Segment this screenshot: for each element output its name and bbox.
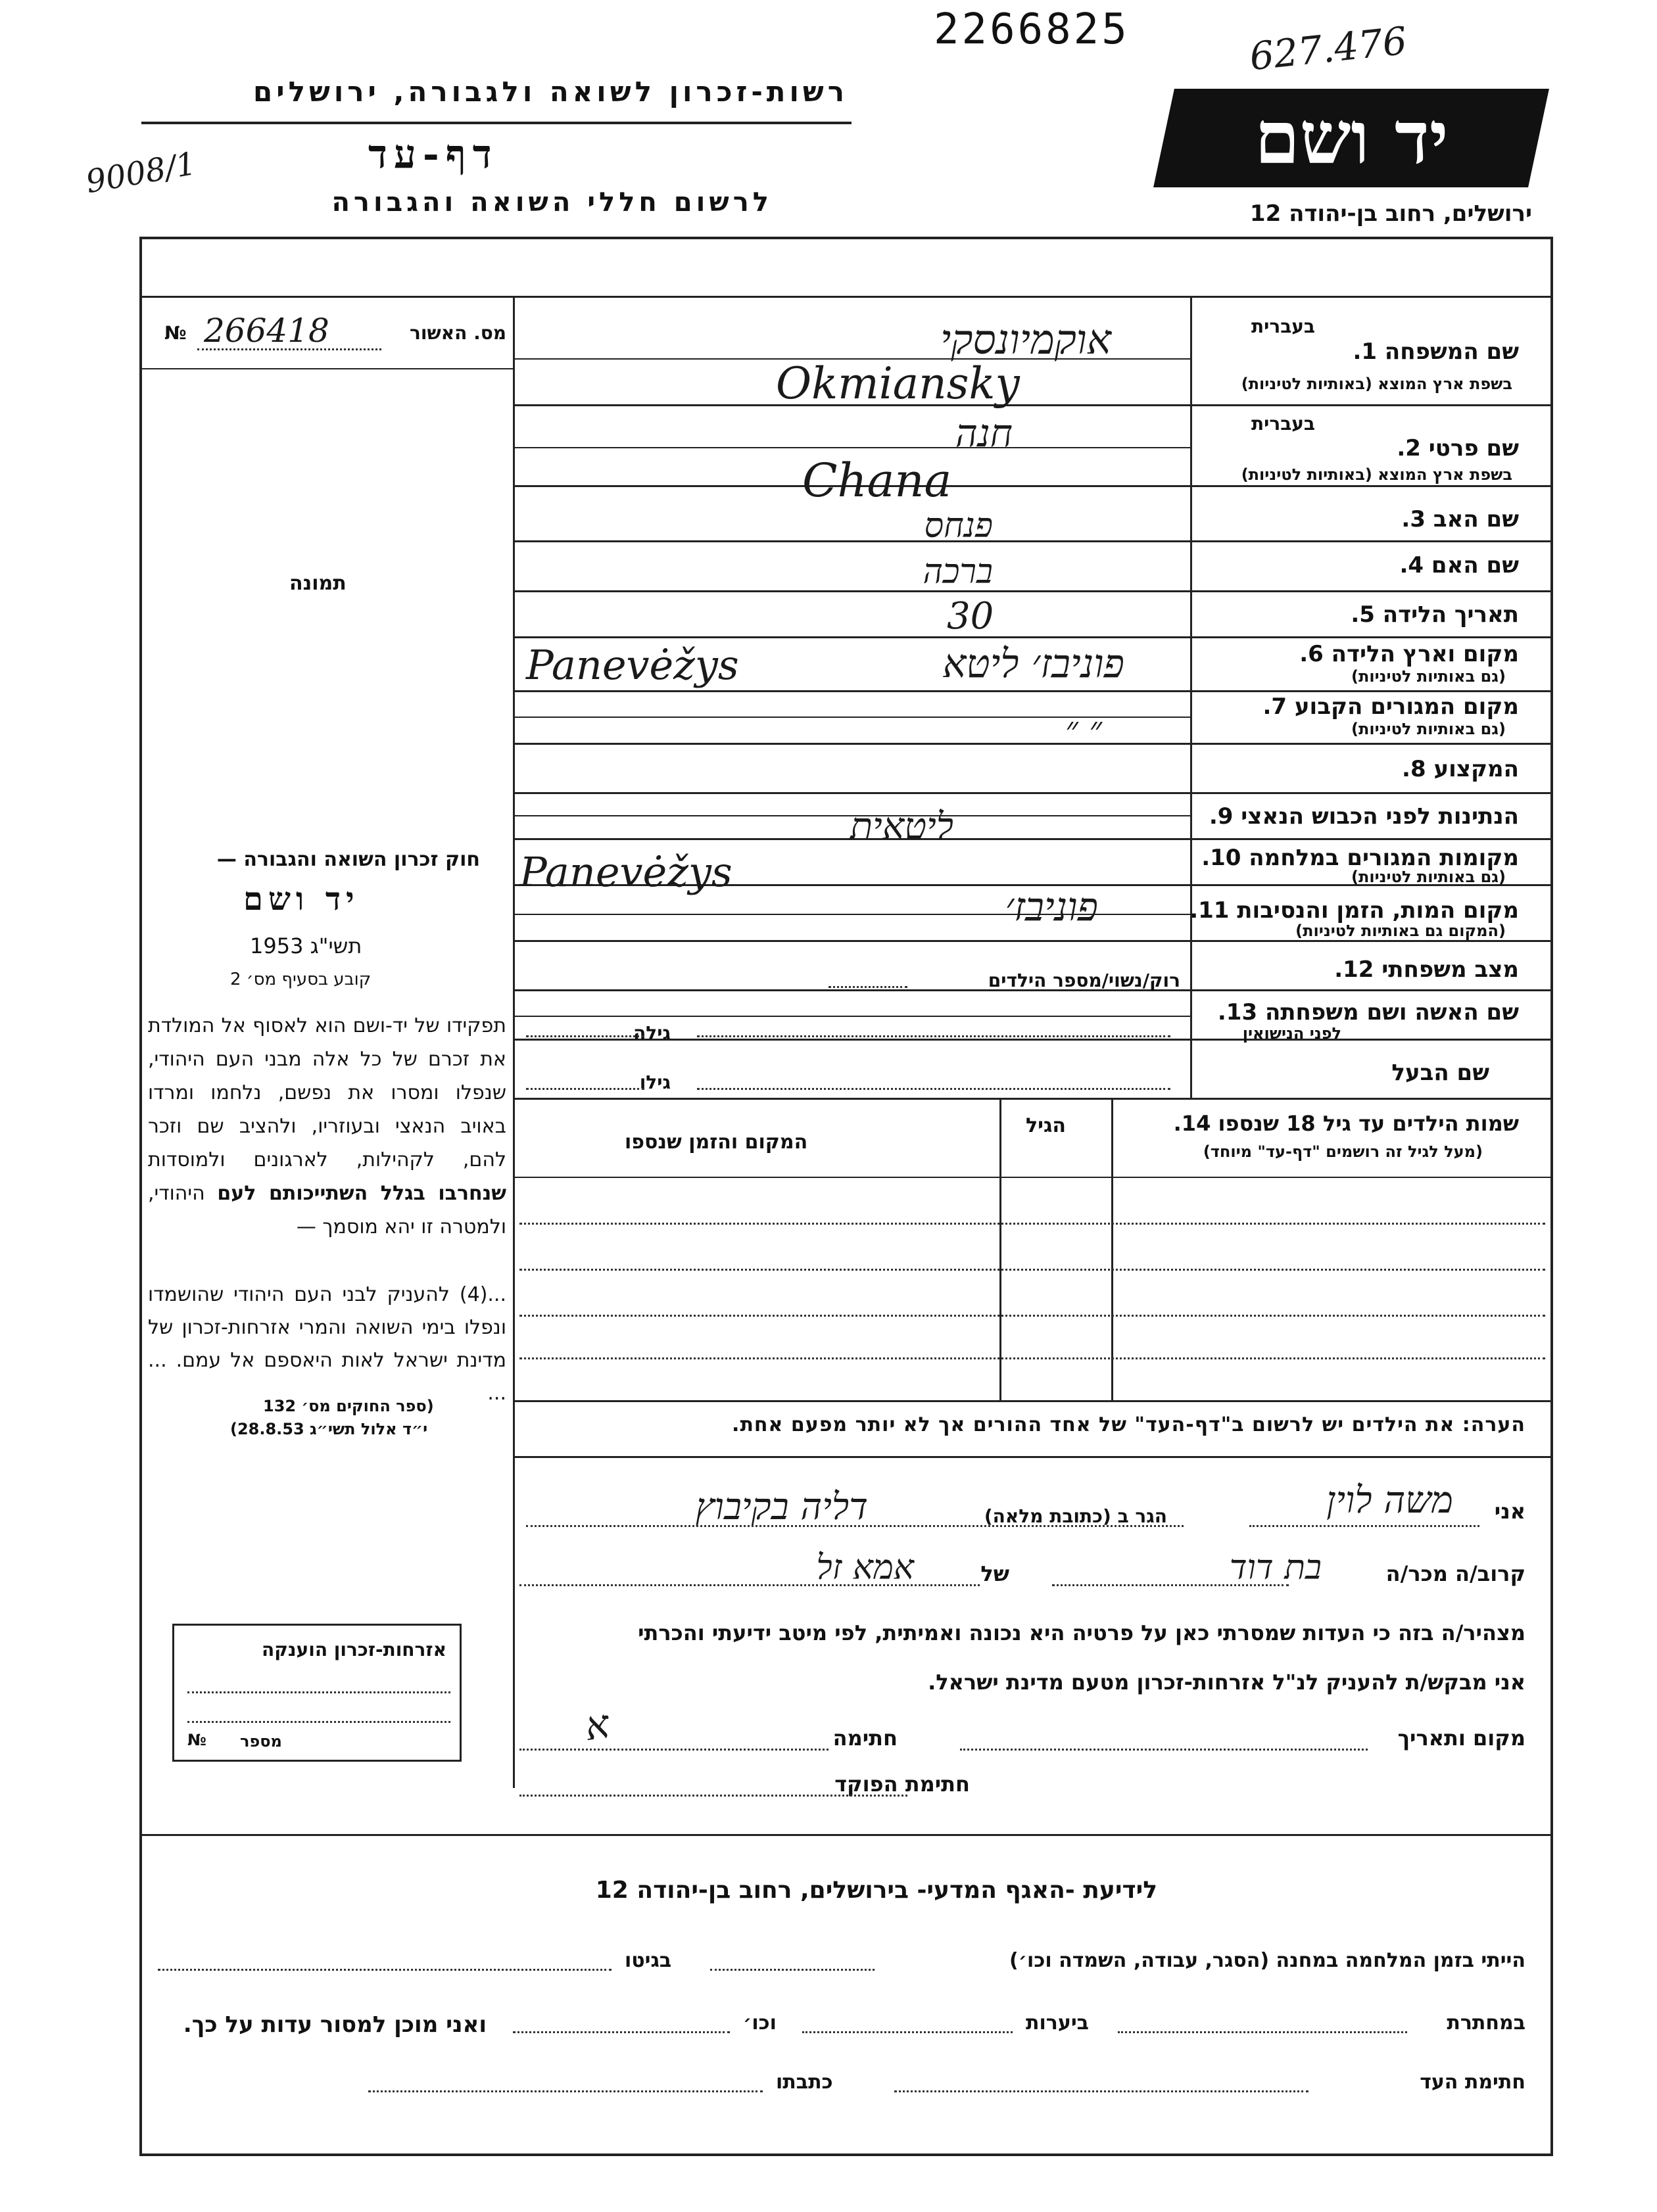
declaration-address: דליה בקיבוץ: [695, 1486, 868, 1528]
law-text: [148, 1009, 506, 1244]
signature-label: חתימה: [832, 1726, 898, 1751]
law-name: יד ושם: [243, 881, 360, 918]
camp-field[interactable]: [710, 1969, 875, 1971]
field-9-label: הנתינות לפני הכבוש הנאצי 9.: [1209, 803, 1519, 830]
forests-field[interactable]: [802, 2031, 1013, 2033]
field-10-value-hebrew: פוניבז׳: [1005, 884, 1098, 930]
field-9-value: ליטאית: [850, 805, 953, 848]
field-1-value-hebrew: אוקמיונסקי: [940, 316, 1111, 364]
ghetto-field[interactable]: [158, 1969, 612, 1971]
field-11-label: מקום המות, הזמן והנסיבות 11.: [1189, 897, 1519, 924]
field-1-sub: בשפת ארץ המוצא (באותיות לטיניות): [1241, 375, 1512, 393]
header-underline: [141, 122, 852, 124]
field-14-sub: (מעל לגיל זה רושמים "דף-עד" מיוחד): [1203, 1142, 1483, 1161]
field-7-sub: (גם באותיות לטיניות): [1351, 720, 1506, 738]
declaration-statement: מצהיר/ה בזה כי העדות שמסרתי כאן על פרטיה היא נכונה ואמיתית, לפי מיטב ידיעתי והכרתי: [638, 1620, 1525, 1645]
law-title: חוק זכרון השואה והגבורה —: [216, 848, 480, 871]
approval-value: 266418: [204, 312, 329, 350]
label-column-divider: [1190, 296, 1192, 1098]
header-address: ירושלים, רחוב בן-יהודה 12: [1249, 200, 1532, 227]
etc-field[interactable]: [513, 2031, 730, 2033]
witness-address-line[interactable]: [368, 2090, 763, 2092]
official-signature-field[interactable]: [519, 1795, 907, 1797]
children-note: הערה: את הילדים יש לרשום ב"דף-העד" של אחד ההורים אך לא יותר מפעם אחת.: [732, 1413, 1525, 1436]
citizenship-number-label: מספר: [240, 1732, 282, 1751]
photo-box-top: [139, 368, 513, 369]
declaration-resides: הגר ב (כתובת מלאה): [984, 1505, 1167, 1527]
field-13-sub: לפני הנישואין: [1242, 1024, 1341, 1043]
bottom-witness-signature: חתימת העד: [1420, 2071, 1525, 2094]
field-10-label: מקומות המגורים במלחמה 10.: [1201, 845, 1519, 871]
children-col-age: הגיל: [1026, 1114, 1066, 1137]
field-7-value: ״ ״: [1065, 710, 1103, 749]
corner-number: 627.476: [1247, 18, 1409, 80]
declaration-of: של: [980, 1561, 1009, 1586]
approval-prefix: №: [164, 322, 187, 344]
field-4-label: שם האם 4.: [1399, 552, 1519, 578]
place-date-field[interactable]: [960, 1749, 1368, 1751]
field-1-label: שם המשפחה 1.: [1353, 339, 1519, 365]
field-11-sub: (המקום גם באותיות לטיניות): [1295, 922, 1506, 940]
frame-top-band: [139, 296, 1553, 298]
citizenship-number-prefix: №: [187, 1731, 206, 1749]
declaration-of-value: אמא זל: [816, 1548, 914, 1588]
field-13-husband-label: שם הבעל: [1391, 1060, 1489, 1086]
law-text-part-1: תפקידו של יד-ושם הוא לאסוף אל המולדת את זכרם של כל אלה מבני העם היהודי, שנפלו ומסרו את נפשם, נלחמו ומרדו באויב הנאצי ובעוזריו, ולהציב שם וזכר להם, לקהילות, לארגונים ולמוסדות: [148, 1014, 506, 1171]
official-signature-label: חתימת הפוקד: [834, 1772, 970, 1797]
field-6-value-latin: Panevėžys: [526, 641, 739, 689]
field-4-value: ברכה: [923, 552, 993, 592]
bottom-ghetto: בגיטו: [625, 1949, 672, 1972]
field-6-sub: (גם באותיות לטיניות): [1351, 667, 1506, 686]
place-date-label: מקום ותאריך: [1397, 1726, 1525, 1751]
field-10-sub: (גם באותיות לטיניות): [1351, 868, 1506, 886]
citizenship-box: [172, 1624, 462, 1762]
stamp-number: 2266825: [934, 5, 1130, 54]
field-2-value-hebrew: חנה: [955, 411, 1013, 456]
bottom-etc: וכו׳: [743, 2012, 777, 2035]
field-13-husband-age-label: גילו: [639, 1071, 671, 1093]
field-12-label: מצב משפחתי 12.: [1334, 956, 1519, 983]
law-text-part-2: היהודי, ולמטרה זו יהא מוסמך —: [148, 1182, 506, 1238]
bottom-address: כתבתו: [776, 2071, 833, 2094]
underground-field[interactable]: [1118, 2031, 1407, 2033]
field-2-value-latin: Chana: [802, 454, 952, 507]
field-5-value: 30: [947, 595, 994, 638]
form-subtitle: לרשום חללי השואה והגבורה: [331, 187, 773, 218]
field-14-label: שמות הילדים עד גיל 18 שנספו 14.: [1173, 1111, 1519, 1136]
witness-signature-field[interactable]: [894, 2090, 1309, 2092]
declaration-name: משה לוין: [1326, 1479, 1453, 1522]
children-col-place: המקום והזמן שנספו: [625, 1131, 808, 1154]
field-13-wife-age-label: גילה: [633, 1022, 671, 1044]
law-text-bold: שנחרבו בגלל השתייכותם לעם: [217, 1182, 506, 1205]
declaration-request: אני מבקש/ת להעניק לנ"ל אזרחות-זכרון מטעם מדינת ישראל.: [928, 1670, 1525, 1695]
signature-field[interactable]: [519, 1749, 828, 1751]
field-10-value-latin: Panevėžys: [519, 848, 732, 896]
field-6-label: מקום וארץ הלידה 6.: [1299, 641, 1519, 667]
bottom-ready: ואני מוכן למסור עדות על כך.: [183, 2012, 487, 2038]
logo-text: יד ושם: [1254, 95, 1449, 180]
field-3-value: פנחס: [924, 506, 993, 546]
form-title: דף-עד: [368, 131, 498, 177]
law-reference-1: (ספר החוקים מס׳ 132: [263, 1397, 434, 1415]
field-1-value-latin: Okmiansky: [776, 358, 1020, 409]
bottom-line-1: הייתי בזמן המלחמה במחנה (הסגר, עבודה, השמדה וכו׳): [1009, 1949, 1525, 1972]
declaration-i-am: אני: [1494, 1499, 1525, 1524]
yad-vashem-logo: [1153, 89, 1549, 187]
authority-title: רשות-זכרון לשואה ולגבורה, ירושלים: [252, 76, 848, 108]
field-12-value: רוק/נשוי/מספר הילדים: [988, 970, 1180, 991]
field-2-tag: בעברית: [1251, 413, 1315, 435]
declaration-relative: קרוב/ה מכר/ה: [1385, 1561, 1525, 1586]
approval-row: [164, 312, 506, 355]
approval-label: מס. האשור: [410, 322, 506, 344]
signature-mark: ﬡ: [582, 1701, 612, 1751]
field-8-label: המקצוע 8.: [1402, 756, 1519, 782]
field-13-label: שם האשה ושם משפחתה 13.: [1217, 999, 1519, 1025]
margin-number: 9008/1: [83, 145, 199, 201]
left-column-divider: [513, 296, 515, 1788]
bottom-underground: במחתרת: [1447, 2012, 1525, 2035]
field-3-label: שם האב 3.: [1401, 506, 1519, 532]
field-1-tag: בעברית: [1251, 316, 1315, 337]
law-year: תשי"ג 1953: [250, 933, 362, 958]
citizenship-box-title: אזרחות-זכרון הוענקה: [262, 1639, 446, 1660]
law-section: קובע בסעיף מס׳ 2: [230, 970, 372, 989]
field-5-label: תאריך הלידה 5.: [1351, 601, 1519, 628]
field-6-value-hebrew: פוניבז׳ ליטא: [942, 641, 1124, 687]
field-2-label: שם פרטי 2.: [1397, 435, 1519, 461]
photo-label: תמונה: [289, 572, 347, 595]
bottom-forests: ביערות: [1026, 2012, 1089, 2035]
declaration-relation: בת דוד: [1229, 1548, 1322, 1588]
law-text-clause: ...(4) להעניק לבני העם היהודי שהושמדו ונפלו בימי השואה והמרי אזרחות-זכרון של מדינת ישראל לאות היאספם אל עמם. ... ...: [148, 1283, 506, 1405]
bottom-title: לידיעת -האגף המדעי- בירושלים, רחוב בן-יהודה 12: [595, 1877, 1157, 1904]
field-7-label: מקום המגורים הקבוע 7.: [1262, 694, 1519, 720]
field-2-sub: בשפת ארץ המוצא (באותיות לטיניות): [1241, 465, 1512, 484]
law-reference-2: י״ד אלול תשי״ג 28.8.53): [230, 1420, 428, 1438]
